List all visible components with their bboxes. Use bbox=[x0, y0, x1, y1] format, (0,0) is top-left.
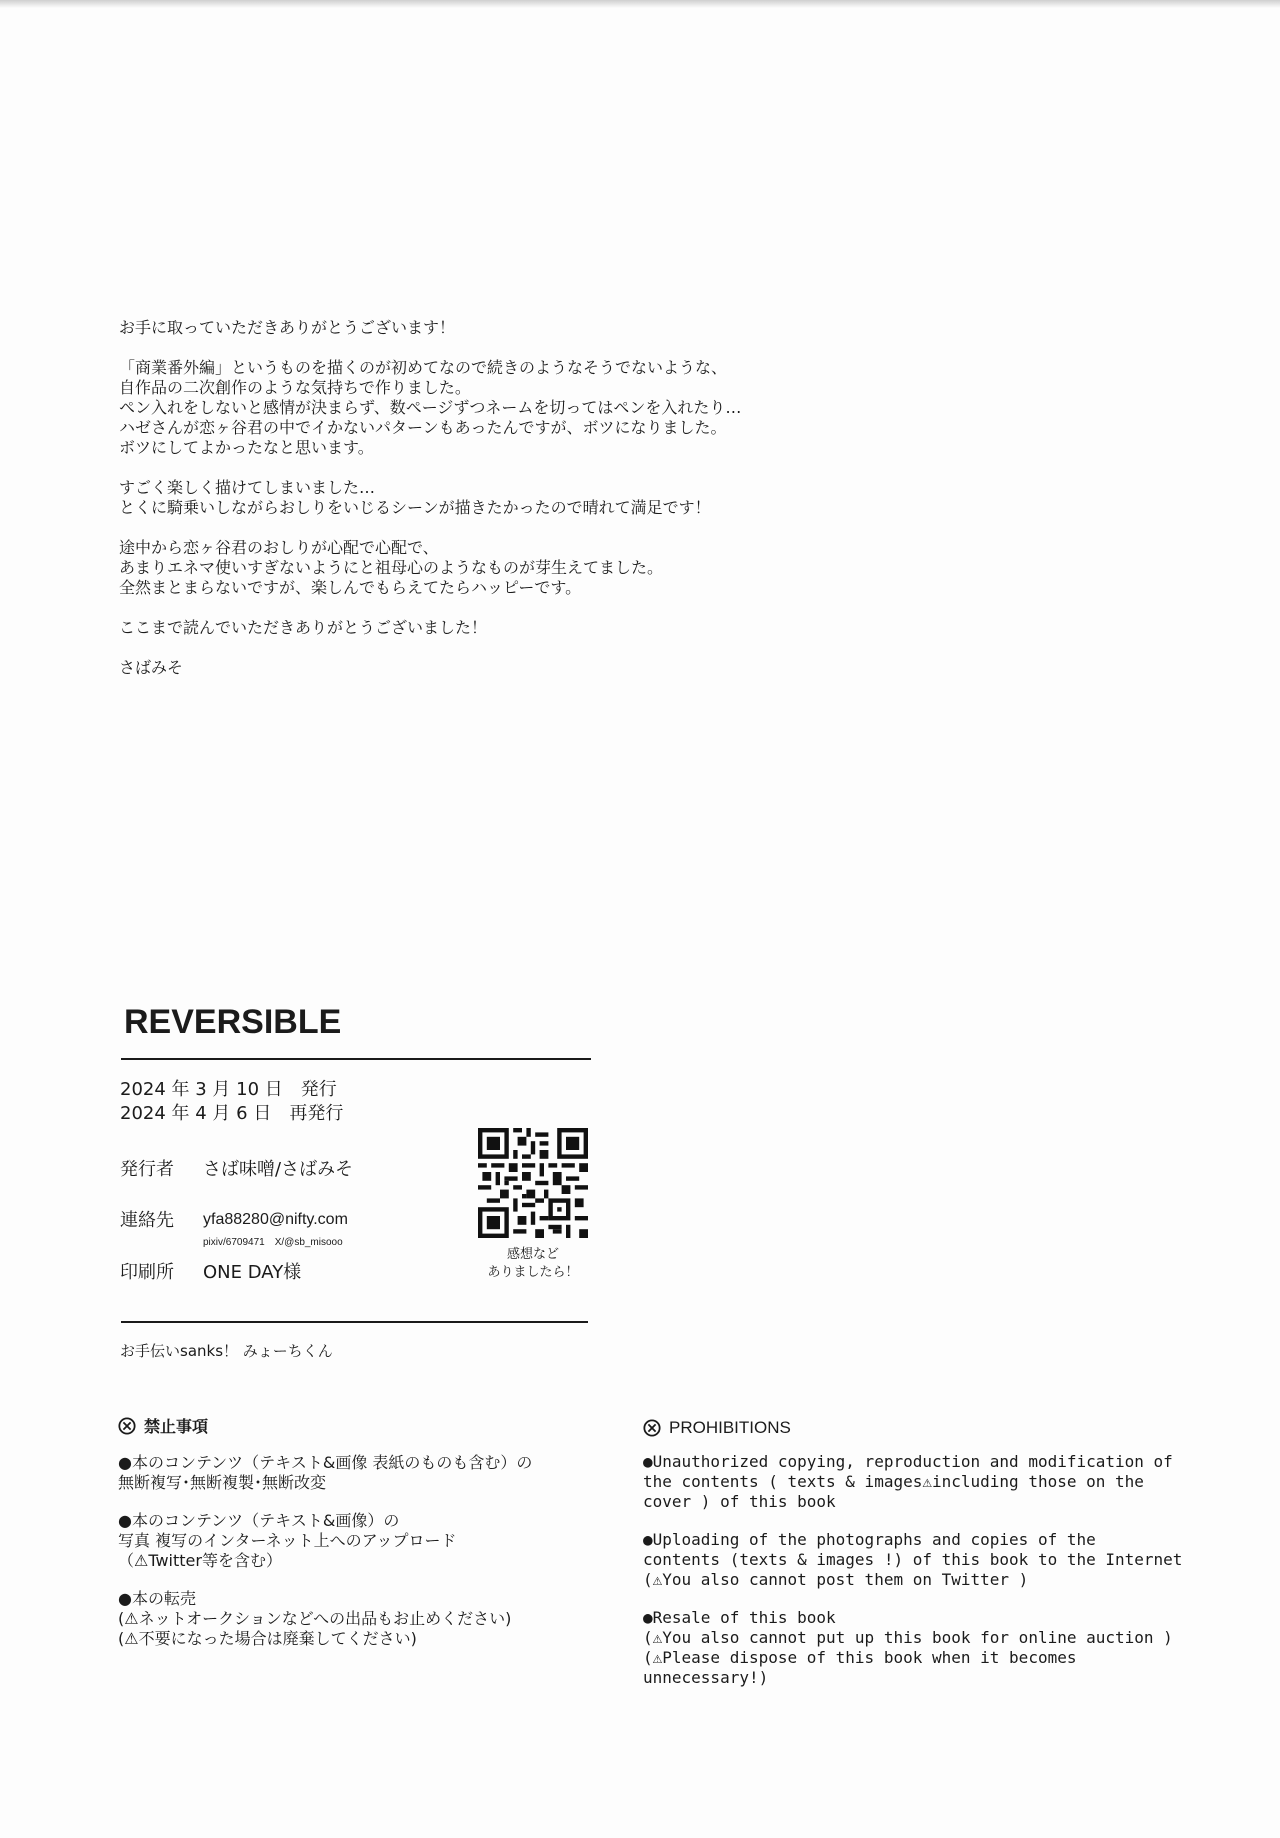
prohibition-item: unnecessary!) bbox=[643, 1668, 769, 1687]
afterword-line: 全然まとまらないですが、楽しんでもらえてたらハッピーです。 bbox=[119, 578, 582, 597]
prohibition-item: cover ) of this book bbox=[643, 1492, 836, 1511]
title-rule bbox=[121, 1058, 591, 1060]
afterword-line: お手に取っていただきありがとうございます！ bbox=[119, 318, 456, 337]
afterword-line: ハゼさんが恋ヶ谷君の中でイかないパターンもあったんですが、ボツになりました。 bbox=[119, 418, 727, 437]
contact-email: yfa88280@nifty.com bbox=[203, 1211, 348, 1228]
afterword-line: ここまで読んでいただきありがとうございました！ bbox=[119, 618, 488, 637]
printer-label: 印刷所 bbox=[120, 1262, 174, 1283]
heading-text: PROHIBITIONS bbox=[669, 1418, 791, 1437]
publisher-label: 発行者 bbox=[120, 1159, 174, 1180]
afterword-line: あまりエネマ使いすぎないようにと祖母心のようなものが芽生えてました。 bbox=[119, 558, 664, 577]
prohibition-item: ●Uploading of the photographs and copies of the bbox=[643, 1530, 1096, 1549]
prohibition-item: （⚠Twitter等を含む） bbox=[118, 1551, 282, 1570]
heading-text: 禁止事項 bbox=[144, 1417, 209, 1436]
prohibitions-ja-heading bbox=[118, 1414, 532, 1437]
prohibition-item: (⚠ネットオークションなどへの出品もお止めください) bbox=[118, 1609, 512, 1628]
prohibition-item: contents (texts & images !) of this book to the Internet bbox=[643, 1550, 1183, 1569]
rerelease-date: 2024 年 4 月 6 日 再発行 bbox=[120, 1103, 344, 1124]
qr-code[interactable] bbox=[478, 1128, 588, 1238]
prohibition-item: the contents ( texts & images⚠including those on the bbox=[643, 1472, 1144, 1491]
prohibition-item: (⚠不要になった場合は廃棄してください) bbox=[118, 1629, 417, 1648]
afterword-line: とくに騎乗いしながらおしりをいじるシーンが描きたかったので晴れて満足です！ bbox=[119, 498, 711, 517]
contact-label: 連絡先 bbox=[120, 1210, 174, 1231]
prohibitions-en-heading bbox=[643, 1418, 1182, 1438]
scan-edge-shadow bbox=[0, 0, 1280, 8]
prohibition-item: ●Resale of this book bbox=[643, 1608, 836, 1627]
afterword-line: ペン入れをしないと感情が決まらず、数ページずつネームを切ってはペンを入れたり… bbox=[119, 398, 742, 417]
book-title: REVERSIBLE bbox=[124, 1003, 342, 1041]
prohibition-item: ●本のコンテンツ（テキスト&画像）の bbox=[118, 1511, 400, 1530]
afterword-line: すごく楽しく描けてしまいました… bbox=[119, 478, 376, 497]
prohibited-icon bbox=[118, 1417, 136, 1435]
afterword bbox=[119, 318, 741, 678]
prohibition-item: 写真 複写のインターネット上へのアップロード bbox=[118, 1531, 457, 1550]
afterword-signature: さばみそ bbox=[119, 658, 184, 677]
prohibition-item: ●本の転売 bbox=[118, 1589, 196, 1608]
prohibition-item: ●本のコンテンツ（テキスト&画像 表紙のものも含む）の bbox=[118, 1453, 533, 1472]
colophon-bottom-rule bbox=[121, 1321, 588, 1323]
prohibition-item: (⚠You also cannot put up this book for online auction ) bbox=[643, 1628, 1173, 1647]
prohibitions-en bbox=[643, 1418, 1182, 1688]
publisher-value: さば味噌/さばみそ bbox=[203, 1159, 354, 1180]
prohibitions-ja bbox=[118, 1414, 532, 1649]
release-date: 2024 年 3 月 10 日 発行 bbox=[120, 1079, 337, 1100]
qr-caption: 感想など ありましたら！ bbox=[487, 1247, 579, 1280]
afterword-line: ボツにしてよかったなと思います。 bbox=[119, 438, 374, 457]
prohibition-item: (⚠You also cannot post them on Twitter ) bbox=[643, 1570, 1029, 1589]
afterword-line: 途中から恋ヶ谷君のおしりが心配で心配で、 bbox=[119, 538, 439, 557]
afterword-line: 自作品の二次創作のような気持ちで作りました。 bbox=[119, 378, 471, 397]
contact-social: pixiv/6709471 X/@sb_misooo bbox=[203, 1237, 343, 1248]
printer-value: ONE DAY様 bbox=[203, 1262, 302, 1283]
thanks-credit: お手伝いsanks！ みょーちくん bbox=[120, 1342, 333, 1360]
prohibition-item: (⚠Please dispose of this book when it becomes bbox=[643, 1648, 1077, 1667]
prohibited-icon bbox=[643, 1419, 661, 1437]
afterword-line: 「商業番外編」というものを描くのが初めてなので続きのようなそうでないような、 bbox=[119, 358, 728, 377]
prohibition-item: ●Unauthorized copying, reproduction and modification of bbox=[643, 1452, 1173, 1471]
prohibition-item: 無断複写･無断複製･無断改変 bbox=[118, 1473, 327, 1492]
